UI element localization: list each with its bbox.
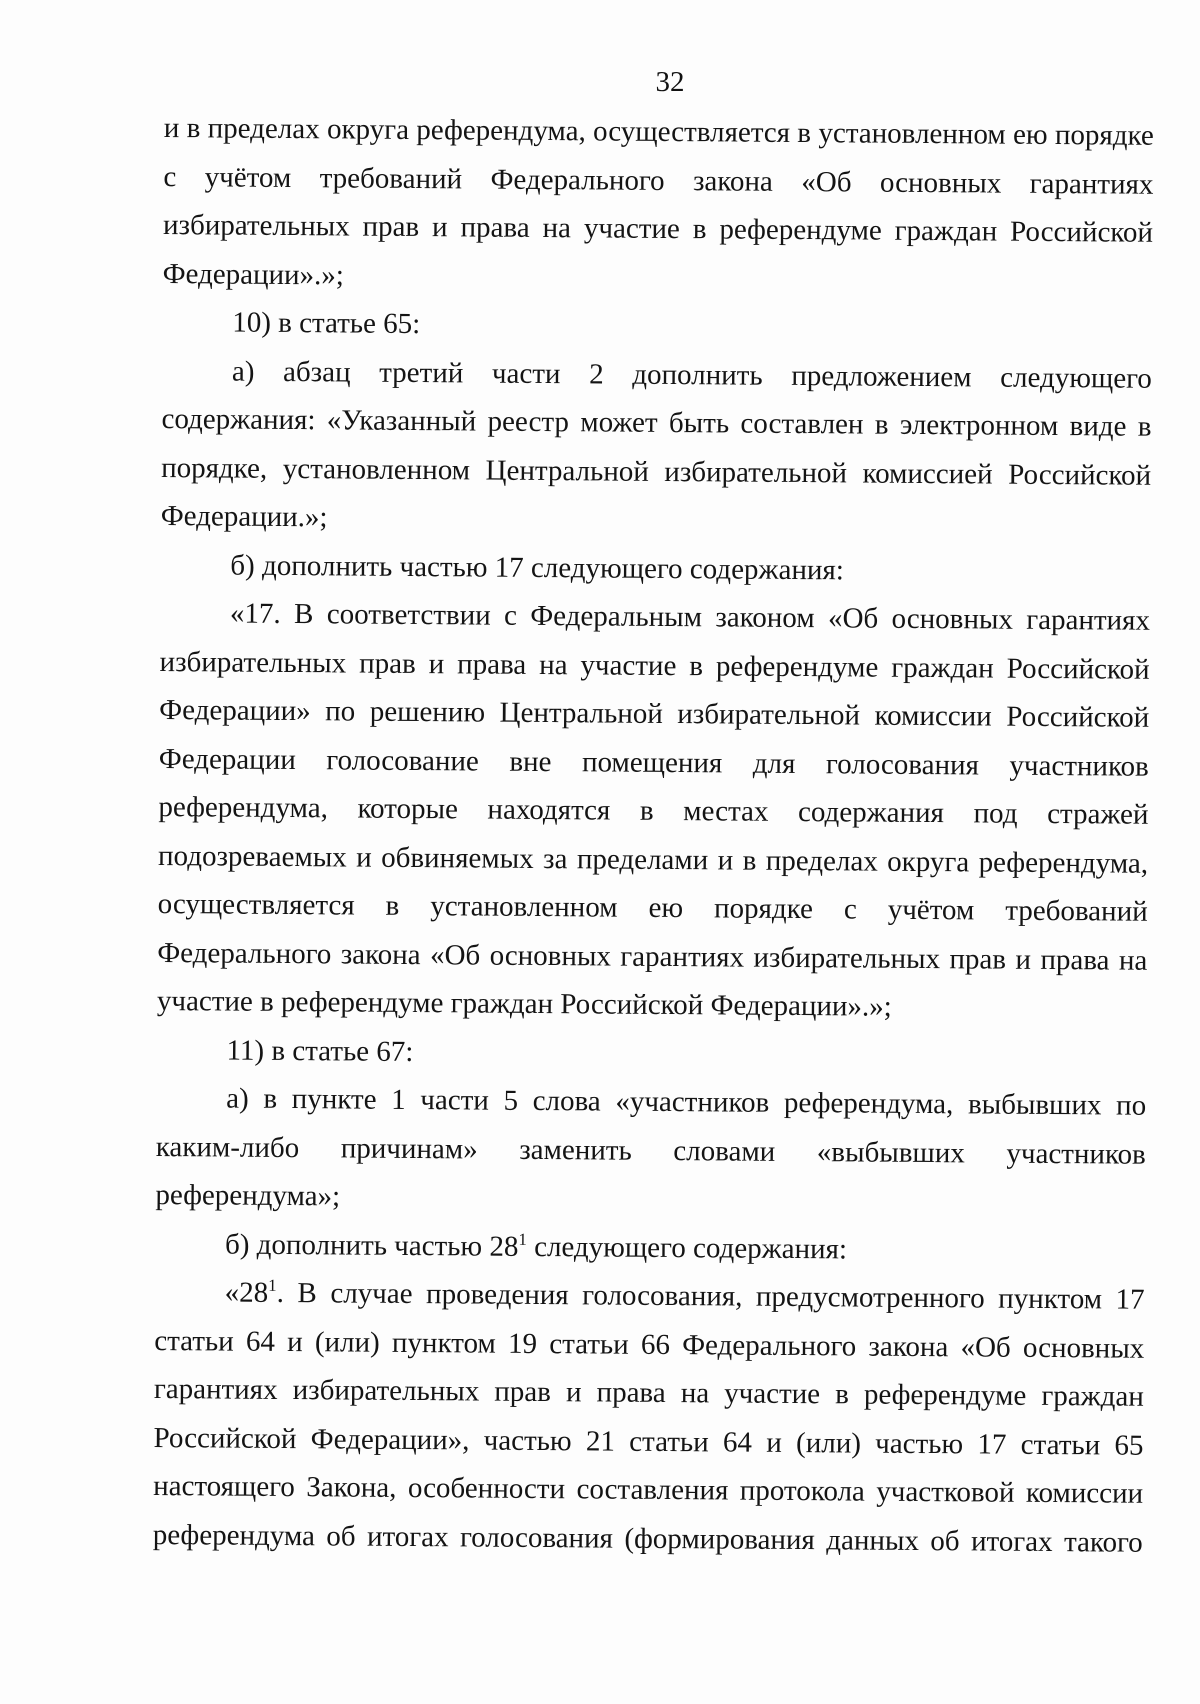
paragraph-item-11b <box>155 1219 1145 1275</box>
paragraph-part-17: «17. В соответствии с Федеральным законом «Об основных гарантиях избирательных прав и права на участие в референдуме граждан Российской Федерации» по решению Центральной избирательной комиссии Российской Федерации голосование вне помещения для голосования участников референдума, которые находятся в местах содержания под стражей подозреваемых и обвиняемых за пределами и в пределах округа референдума, осуществляется в установленном ею порядке с учётом требований Федерального закона «Об основных гарантиях избирательных прав и права на участие в референдуме граждан Российской Федерации».»; <box>156 597 1151 1023</box>
paragraph-item-11a: а) в пункте 1 части 5 слова «участников референдума, выбывших по каким-либо причинам» заменить словами «выбывших участников референдума»; <box>155 1082 1147 1213</box>
part-28-1-text-end: . В случае проведения голосования, предусмотренного пунктом 17 статьи 64 и (или) пунктом 19 статьи 66 Федерального закона «Об основных гарантиях избирательных прав и права на участие в референдуме граждан Российской Федерации», частью 21 статьи 64 и (или) частью 17 статьи 65 настоящего Закона, особенности составления протокола участковой комиссии референдума об итогах голосования (формирования данных об итогах такого <box>152 1276 1145 1559</box>
paragraph-item-10a: а) абзац третий части 2 дополнить предложением следующего содержания: «Указанный реестр может быть составлен в электронном виде в порядке, установленном Центральной избирательной комиссией Российской Федерации.»; <box>160 355 1153 534</box>
item-11b-superscript: 1 <box>518 1229 528 1249</box>
paragraph-continuation: и в пределах округа референдума, осуществляется в установленном ею порядке с учётом требований Федерального закона «Об основных гарантиях избирательных прав и права на участие в референдуме граждан Российской Федерации».»; <box>162 111 1154 291</box>
paragraph-item-10b: б) дополнить частью 17 следующего содержания: <box>230 549 844 586</box>
document-body <box>153 104 1154 1567</box>
item-11b-text-end: следующего содержания: <box>526 1230 848 1265</box>
part-28-1-superscript: 1 <box>268 1275 277 1295</box>
paragraph-part-28-1 <box>153 1268 1145 1567</box>
page-number: 32 <box>655 66 685 98</box>
paragraph-item-11: 11) в статье 67: <box>226 1034 414 1068</box>
part-28-1-text-start: «28 <box>224 1276 269 1309</box>
paragraph-item-10: 10) в статье 65: <box>232 306 421 341</box>
item-11b-text-start: б) дополнить частью 28 <box>224 1228 519 1263</box>
